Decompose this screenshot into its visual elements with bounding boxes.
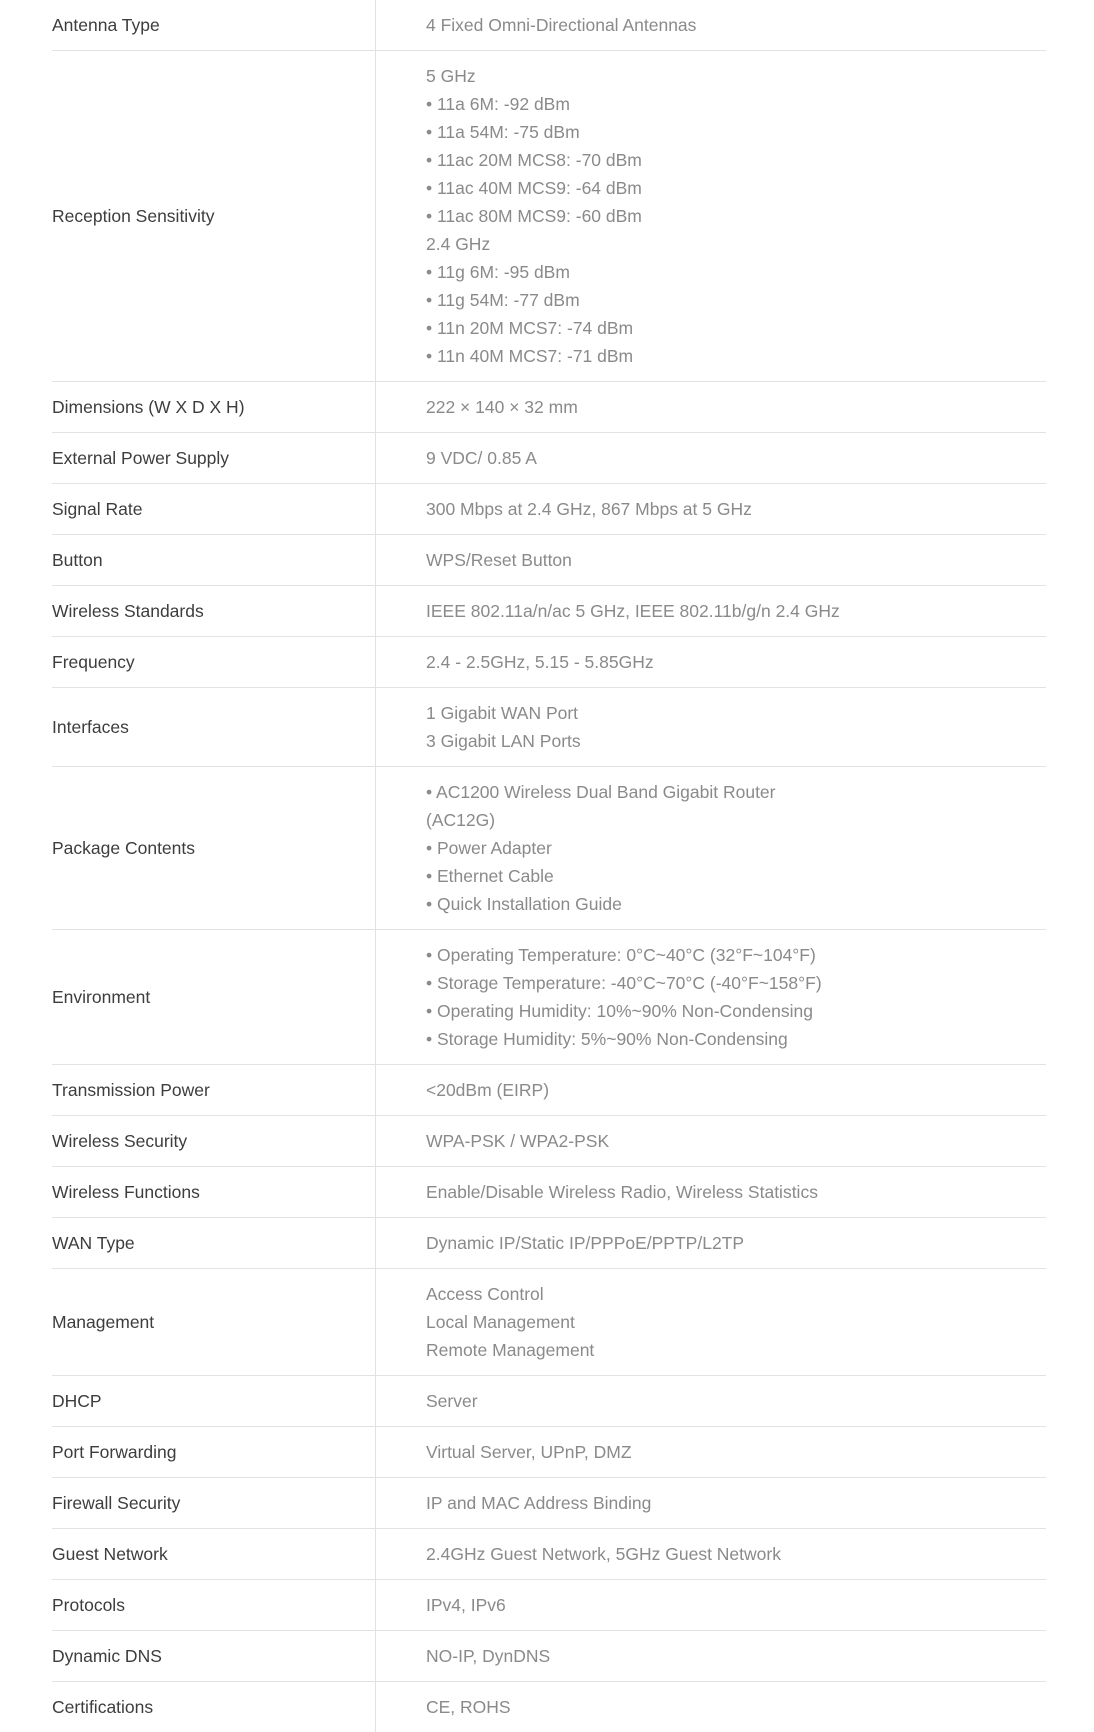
spec-value-line: • 11a 6M: -92 dBm [426, 94, 570, 114]
spec-value [376, 1580, 1046, 1630]
spec-value-line: NO-IP, DynDNS [426, 1646, 551, 1666]
spec-value [376, 535, 1046, 585]
spec-value-line: • Ethernet Cable [426, 866, 554, 886]
spec-value [376, 484, 1046, 534]
spec-value-line: Local Management [426, 1312, 575, 1332]
spec-value-line: • Operating Humidity: 10%~90% Non-Condensing [426, 1001, 813, 1021]
spec-value-line: 2.4 GHz [426, 234, 491, 254]
spec-value [376, 1631, 1046, 1681]
spec-value-line: • 11ac 80M MCS9: -60 dBm [426, 206, 642, 226]
spec-value-line: • Storage Humidity: 5%~90% Non-Condensing [426, 1029, 788, 1049]
spec-value-line: • 11ac 40M MCS9: -64 dBm [426, 178, 642, 198]
spec-value-line: • 11n 20M MCS7: -74 dBm [426, 318, 634, 338]
spec-value [376, 1427, 1046, 1477]
spec-value-line: • 11g 6M: -95 dBm [426, 262, 570, 282]
spec-value-line: WPA-PSK / WPA2-PSK [426, 1131, 610, 1151]
spec-value-line: • Quick Installation Guide [426, 894, 622, 914]
spec-row [52, 1167, 1046, 1218]
spec-value [376, 1065, 1046, 1115]
spec-value-line: Enable/Disable Wireless Radio, Wireless Statistics [426, 1182, 818, 1202]
spec-value-line: CE, ROHS [426, 1697, 511, 1717]
spec-label: Wireless Functions [52, 1167, 376, 1217]
spec-label: Environment [52, 930, 376, 1064]
spec-value-line: 2.4GHz Guest Network, 5GHz Guest Network [426, 1544, 781, 1564]
spec-value-line: (AC12G) [426, 810, 496, 830]
spec-value-line: 300 Mbps at 2.4 GHz, 867 Mbps at 5 GHz [426, 499, 752, 519]
spec-value [376, 1116, 1046, 1166]
spec-row [52, 930, 1046, 1065]
spec-row [52, 1269, 1046, 1376]
spec-value-line: IPv4, IPv6 [426, 1595, 506, 1615]
spec-row [52, 1427, 1046, 1478]
spec-label: External Power Supply [52, 433, 376, 483]
spec-label: Management [52, 1269, 376, 1375]
spec-row [52, 1116, 1046, 1167]
spec-row [52, 484, 1046, 535]
spec-row [52, 1631, 1046, 1682]
spec-label: Guest Network [52, 1529, 376, 1579]
spec-row [52, 1682, 1046, 1732]
spec-label: Transmission Power [52, 1065, 376, 1115]
spec-label: Firewall Security [52, 1478, 376, 1528]
spec-row [52, 0, 1046, 51]
spec-row [52, 688, 1046, 767]
spec-label: Antenna Type [52, 0, 376, 50]
spec-label: Interfaces [52, 688, 376, 766]
spec-value-line: Remote Management [426, 1340, 595, 1360]
spec-label: Frequency [52, 637, 376, 687]
spec-value-line: • 11n 40M MCS7: -71 dBm [426, 346, 634, 366]
spec-row [52, 382, 1046, 433]
spec-row [52, 433, 1046, 484]
spec-value-line: <20dBm (EIRP) [426, 1080, 550, 1100]
spec-value-line: 222 × 140 × 32 mm [426, 397, 578, 417]
spec-value-line: • Storage Temperature: -40°C~70°C (-40°F~158°F) [426, 973, 822, 993]
spec-label: Protocols [52, 1580, 376, 1630]
spec-value-line: WPS/Reset Button [426, 550, 572, 570]
spec-value-line: Virtual Server, UPnP, DMZ [426, 1442, 632, 1462]
spec-row [52, 1218, 1046, 1269]
spec-value [376, 637, 1046, 687]
spec-value-line: IP and MAC Address Binding [426, 1493, 652, 1513]
spec-row [52, 586, 1046, 637]
spec-value [376, 767, 1046, 929]
spec-value-line: 5 GHz [426, 66, 476, 86]
spec-row [52, 637, 1046, 688]
spec-value [376, 1682, 1046, 1732]
spec-value [376, 1167, 1046, 1217]
spec-value-line: Access Control [426, 1284, 544, 1304]
spec-value [376, 51, 1046, 381]
spec-value-line: 4 Fixed Omni-Directional Antennas [426, 15, 697, 35]
spec-value [376, 1218, 1046, 1268]
spec-value [376, 382, 1046, 432]
spec-value-line: 2.4 - 2.5GHz, 5.15 - 5.85GHz [426, 652, 654, 672]
spec-value-line: • Power Adapter [426, 838, 552, 858]
spec-value [376, 586, 1046, 636]
spec-row [52, 767, 1046, 930]
spec-row [52, 1065, 1046, 1116]
spec-label: Wireless Standards [52, 586, 376, 636]
spec-label: WAN Type [52, 1218, 376, 1268]
spec-label: Certifications [52, 1682, 376, 1732]
spec-value [376, 0, 1046, 50]
spec-value [376, 1478, 1046, 1528]
spec-value [376, 433, 1046, 483]
spec-label: Port Forwarding [52, 1427, 376, 1477]
spec-value-line: 9 VDC/ 0.85 A [426, 448, 537, 468]
spec-label: Wireless Security [52, 1116, 376, 1166]
spec-label: Dimensions (W X D X H) [52, 382, 376, 432]
spec-value-line: • 11a 54M: -75 dBm [426, 122, 580, 142]
spec-value [376, 1269, 1046, 1375]
spec-row [52, 1478, 1046, 1529]
spec-value-line: • Operating Temperature: 0°C~40°C (32°F~104°F) [426, 945, 816, 965]
spec-label: Dynamic DNS [52, 1631, 376, 1681]
spec-table [52, 0, 1046, 1732]
spec-value [376, 930, 1046, 1064]
spec-value-line: • 11g 54M: -77 dBm [426, 290, 580, 310]
spec-value-line: Dynamic IP/Static IP/PPPoE/PPTP/L2TP [426, 1233, 745, 1253]
spec-value [376, 1376, 1046, 1426]
spec-row [52, 535, 1046, 586]
spec-value [376, 1529, 1046, 1579]
spec-label: Button [52, 535, 376, 585]
spec-row [52, 1529, 1046, 1580]
spec-row [52, 1376, 1046, 1427]
spec-value [376, 688, 1046, 766]
spec-value-line: IEEE 802.11a/n/ac 5 GHz, IEEE 802.11b/g/n 2.4 GHz [426, 601, 840, 621]
spec-value-line: • 11ac 20M MCS8: -70 dBm [426, 150, 642, 170]
spec-row [52, 1580, 1046, 1631]
spec-label: Reception Sensitivity [52, 51, 376, 381]
spec-label: Package Contents [52, 767, 376, 929]
spec-row [52, 51, 1046, 382]
spec-value-line: • AC1200 Wireless Dual Band Gigabit Router [426, 782, 776, 802]
spec-value-line: 3 Gigabit LAN Ports [426, 731, 581, 751]
spec-label: DHCP [52, 1376, 376, 1426]
spec-value-line: 1 Gigabit WAN Port [426, 703, 579, 723]
spec-value-line: Server [426, 1391, 478, 1411]
spec-label: Signal Rate [52, 484, 376, 534]
